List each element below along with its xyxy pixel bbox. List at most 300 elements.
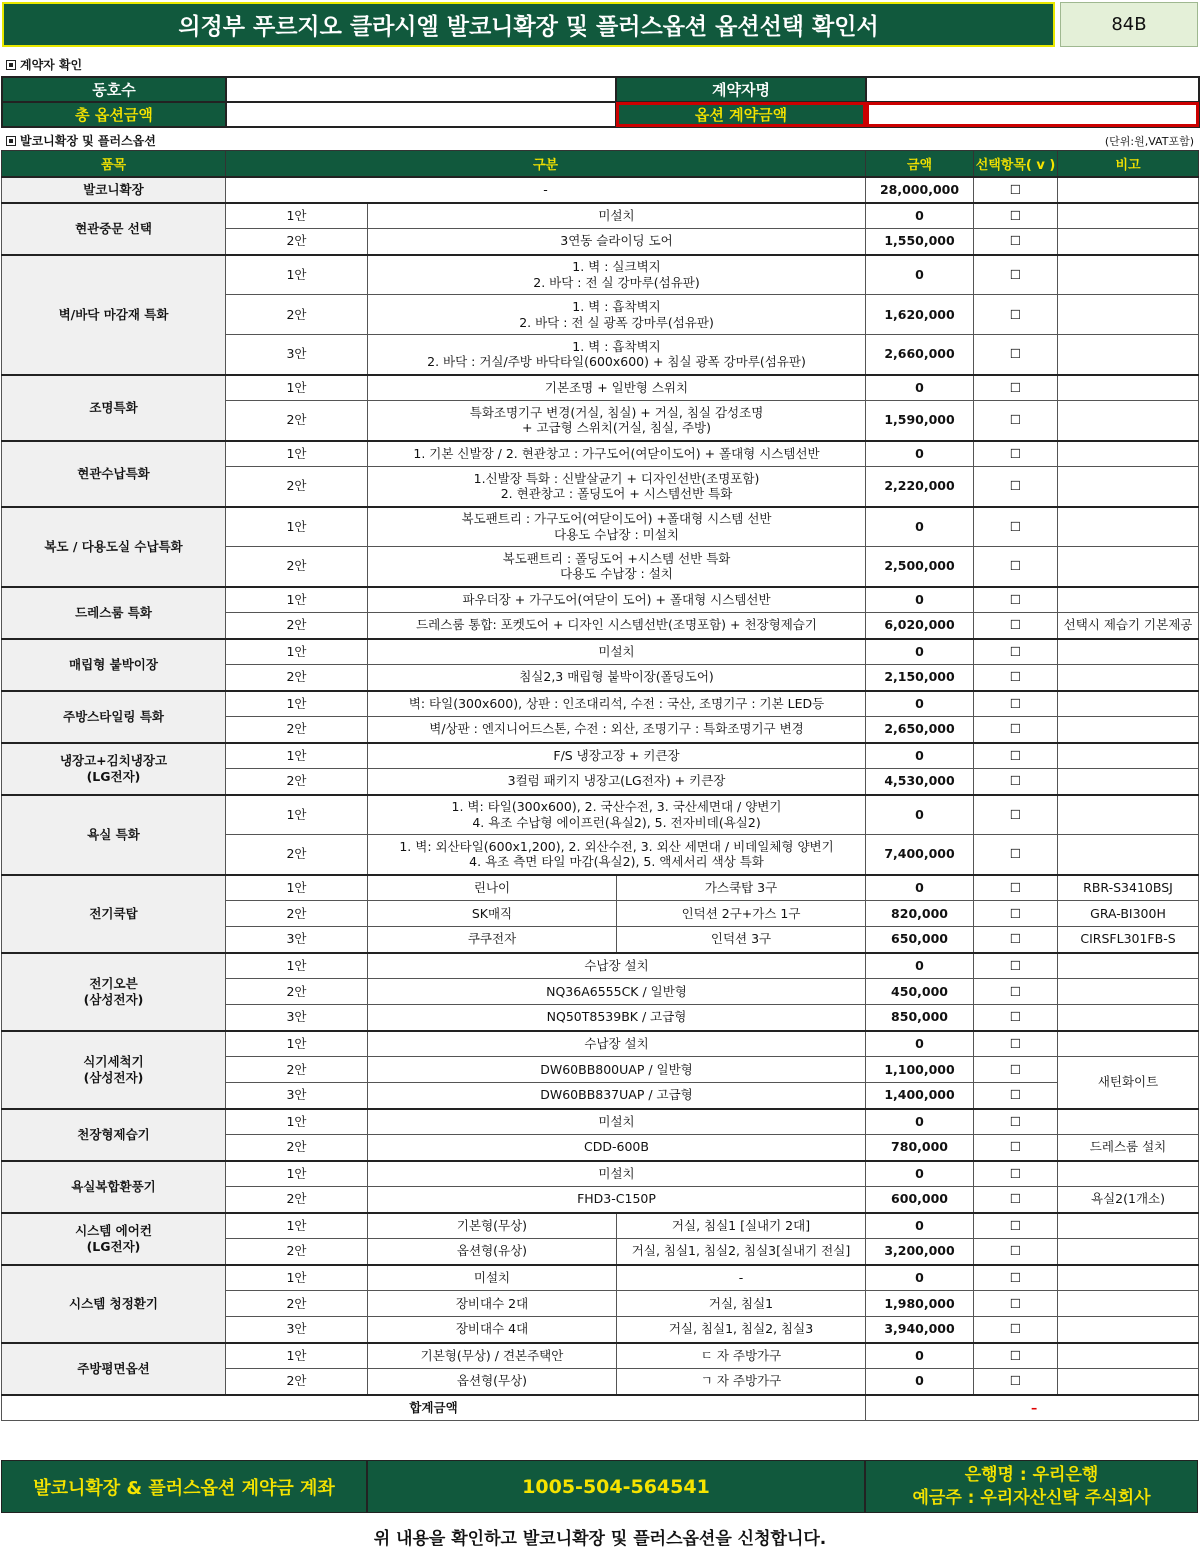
option-description-line: 2. 현관창고 : 폴딩도어 + 시스템선반 특화 [500,486,733,502]
item-name-cell [2,507,226,587]
option-model: 인덕션 3구 [617,927,866,953]
option-note [1058,1369,1199,1395]
item-name-cell [2,953,226,1031]
option-description [368,229,866,255]
option-amount: 4,530,000 [866,769,974,795]
item-name: 주방스타일링 특화 [63,708,164,724]
item-name: 천장형제습기 [77,1126,150,1142]
option-description [368,441,866,467]
option-description-line: NQ50T8539BK / 고급형 [546,1009,687,1025]
select-checkbox[interactable]: ☐ [974,1109,1058,1135]
option-description-line: 1. 벽: 타일(300x600), 2. 국산수전, 3. 국산세면대 / 양변기 [451,799,782,815]
option-description-line: 1. 벽: 외산타일(600x1,200), 2. 외산수전, 3. 외산 세면대 / 비데일체형 양변기 [399,838,834,854]
item-name: 조명특화 [89,399,138,415]
table-row [2,953,1199,979]
select-checkbox[interactable]: ☐ [974,1005,1058,1031]
plan-label: 2안 [226,717,368,743]
option-model: - [617,1265,866,1291]
option-note [1058,691,1199,717]
option-note [1058,507,1199,547]
select-checkbox[interactable]: ☐ [974,979,1058,1005]
option-note: GRA-BI300H [1058,901,1199,927]
item-name-cell [2,1343,226,1395]
option-note [1058,441,1199,467]
option-amount: 28,000,000 [866,177,974,203]
option-amount: 0 [866,639,974,665]
column-header-note: 비고 [1058,151,1199,177]
select-checkbox[interactable]: ☐ [974,875,1058,901]
option-amount: 3,940,000 [866,1317,974,1343]
select-checkbox[interactable]: ☐ [974,953,1058,979]
select-checkbox[interactable]: ☐ [974,1031,1058,1057]
contractor-name-label: 계약자명 [616,77,866,102]
option-description-line: 기본조명 + 일반형 스위치 [544,379,689,395]
option-note [1058,1343,1199,1369]
option-description-line: 드레스룸 통합: 포켓도어 + 디자인 시스템선반(조명포함) + 천장형제습기 [416,617,817,633]
table-row [2,743,1199,769]
plan-label: 2안 [226,613,368,639]
option-note: 선택시 제습기 기본제공 [1058,613,1199,639]
unit-note: (단위:원,VAT포함) [1104,135,1194,148]
select-checkbox[interactable]: ☐ [974,467,1058,507]
option-description-line: FHD3-C150P [577,1191,656,1207]
select-checkbox[interactable]: ☐ [974,1265,1058,1291]
select-checkbox[interactable]: ☐ [974,587,1058,613]
option-amount: 600,000 [866,1187,974,1213]
option-note [1058,229,1199,255]
option-description [368,295,866,335]
option-description-line: 파우더장 + 가구도어(여닫이 도어) + 폴대형 시스템선반 [462,591,771,607]
option-note [1058,587,1199,613]
option-brand: 린나이 [368,875,617,901]
plan-label: 3안 [226,1083,368,1109]
item-maker: (LG전자) [86,1238,141,1254]
option-amount: 0 [866,1343,974,1369]
option-description [368,665,866,691]
option-description [368,1161,866,1187]
plan-label: 1안 [226,255,368,295]
select-checkbox[interactable]: ☐ [974,1161,1058,1187]
plan-label: 2안 [226,835,368,875]
option-amount: 850,000 [866,1005,974,1031]
option-description [368,835,866,875]
option-note [1058,795,1199,835]
option-description: - [226,177,866,203]
option-amount: 1,980,000 [866,1291,974,1317]
option-description [368,639,866,665]
select-checkbox[interactable]: ☐ [974,1343,1058,1369]
option-amount: 0 [866,743,974,769]
option-description-line: 4. 욕조 수납형 에이프런(욕실2), 5. 전자비데(욕실2) [472,814,761,830]
option-amount: 0 [866,953,974,979]
option-description-line: 4. 욕조 측면 타일 마감(욕실2), 5. 액세서리 색상 특화 [469,854,764,870]
plan-label: 2안 [226,769,368,795]
select-checkbox[interactable]: ☐ [974,901,1058,927]
option-model: 거실, 침실1, 침실2, 침실3[실내기 전실] [617,1239,866,1265]
option-description-line: 미설치 [598,207,635,223]
select-checkbox[interactable]: ☐ [974,177,1058,203]
option-brand: 기본형(무상) / 견본주택안 [368,1343,617,1369]
option-note [1058,1239,1199,1265]
option-amount: 0 [866,1265,974,1291]
option-amount: 0 [866,507,974,547]
plan-label: 1안 [226,795,368,835]
table-row [2,1343,1199,1369]
plan-label: 2안 [226,1135,368,1161]
option-description-line: F/S 냉장고장 + 키큰장 [553,747,680,763]
option-description-line: 2. 바닥 : 거실/주방 바닥타일(600x600) + 침실 광폭 강마루(섬유판) [427,354,806,370]
plan-label: 1안 [226,743,368,769]
option-amount: 0 [866,1161,974,1187]
option-description [368,979,866,1005]
item-name: 시스템 에어컨 [75,1222,152,1238]
select-checkbox[interactable]: ☐ [974,613,1058,639]
option-amount: 0 [866,255,974,295]
unit-type-badge: 84B [1060,2,1198,47]
option-description [368,547,866,587]
item-name-cell [2,1109,226,1161]
item-name-cell [2,639,226,691]
option-description-line: 1. 기본 신발장 / 2. 현관창고 : 가구도어(여닫이도어) + 폴대형 시스템선반 [413,445,820,461]
bank-name: 은행명 : 우리은행 [964,1464,1099,1485]
item-name-cell [2,1031,226,1109]
item-name: 현관중문 선택 [75,220,152,236]
select-checkbox[interactable]: ☐ [974,203,1058,229]
option-note [1058,1161,1199,1187]
option-amount: 780,000 [866,1135,974,1161]
square-bullet-icon [6,60,16,70]
option-model: 거실, 침실1 [실내기 2대] [617,1213,866,1239]
select-checkbox[interactable]: ☐ [974,1317,1058,1343]
option-note [1058,665,1199,691]
plan-label: 2안 [226,401,368,441]
plan-label: 1안 [226,953,368,979]
option-description [368,1135,866,1161]
option-description [368,953,866,979]
option-description-line: DW60BB837UAP / 고급형 [540,1087,693,1103]
option-description [368,1083,866,1109]
option-amount: 3,200,000 [866,1239,974,1265]
option-description-line: 특화조명기구 변경(거실, 침실) + 거실, 침실 감성조명 [469,404,764,420]
option-note [1058,743,1199,769]
select-checkbox[interactable]: ☐ [974,1291,1058,1317]
option-amount: 1,400,000 [866,1083,974,1109]
option-description-line: 2. 바닥 : 전 실 광폭 강마루(섬유판) [519,314,714,330]
option-note [1058,547,1199,587]
bank-info [865,1460,1198,1513]
plan-label: 1안 [226,1109,368,1135]
option-description [368,1005,866,1031]
option-amount: 820,000 [866,901,974,927]
option-amount: 1,620,000 [866,295,974,335]
option-note [1058,1005,1199,1031]
option-description-line: 1.신발장 특화 : 신발살균기 + 디자인선반(조명포함) [473,470,760,486]
option-note: 욕실2(1개소) [1058,1187,1199,1213]
option-description-line: 침실2,3 매립형 붙박이장(폴딩도어) [519,669,714,685]
options-section-title: 발코니확장 및 플러스옵션 [20,134,156,148]
option-note [1058,255,1199,295]
item-maker: (삼성전자) [83,991,144,1007]
table-row [2,441,1199,467]
option-description [368,1187,866,1213]
unit-number-field[interactable] [226,77,616,102]
option-model: 가스쿡탑 3구 [617,875,866,901]
option-description-line: 미설치 [598,1165,635,1181]
option-amount: 0 [866,691,974,717]
plan-label: 1안 [226,1343,368,1369]
contract-section-title: 계약자 확인 [20,58,83,72]
option-amount: 7,400,000 [866,835,974,875]
plan-label: 1안 [226,691,368,717]
plan-label: 2안 [226,1291,368,1317]
table-row [2,587,1199,613]
select-checkbox[interactable]: ☐ [974,795,1058,835]
contractor-name-field[interactable] [866,77,1199,102]
table-row [2,1161,1199,1187]
option-description [368,335,866,375]
option-note [1058,203,1199,229]
select-checkbox[interactable]: ☐ [974,547,1058,587]
item-name-cell [2,587,226,639]
item-name-cell [2,255,226,375]
option-description [368,613,866,639]
plan-label: 1안 [226,375,368,401]
option-description [368,401,866,441]
item-name: 시스템 청정환기 [69,1295,158,1311]
plan-label: 2안 [226,1239,368,1265]
item-name: 주방평면옵션 [77,1360,150,1376]
table-row [2,875,1199,901]
option-description [368,467,866,507]
option-note [1058,177,1199,203]
select-checkbox[interactable]: ☐ [974,255,1058,295]
total-amount-value: – [866,1395,1199,1421]
option-amount: 0 [866,1369,974,1395]
table-row [2,255,1199,295]
option-description-line: 1. 벽 : 흡착벽지 [572,298,661,314]
option-description-line: DW60BB800UAP / 일반형 [540,1061,693,1077]
plan-label: 3안 [226,1005,368,1031]
option-description-line: 3컬럼 패키지 냉장고(LG전자) + 키큰장 [507,773,726,789]
select-checkbox[interactable]: ☐ [974,507,1058,547]
select-checkbox[interactable]: ☐ [974,769,1058,795]
option-note [1058,1031,1199,1057]
option-brand: 쿠쿠전자 [368,927,617,953]
option-amount: 1,550,000 [866,229,974,255]
plan-label: 1안 [226,441,368,467]
table-row [2,203,1199,229]
option-model: 인덕션 2구+가스 1구 [617,901,866,927]
item-name: 전기오븐 [89,975,138,991]
option-note [1058,335,1199,375]
option-amount: 1,100,000 [866,1057,974,1083]
item-maker: (LG전자) [86,768,141,784]
select-checkbox[interactable]: ☐ [974,229,1058,255]
select-checkbox[interactable]: ☐ [974,743,1058,769]
option-amount: 2,660,000 [866,335,974,375]
option-description-line: 미설치 [598,1113,635,1129]
select-checkbox[interactable]: ☐ [974,835,1058,875]
select-checkbox[interactable]: ☐ [974,1187,1058,1213]
option-brand: 장비대수 2대 [368,1291,617,1317]
option-model: 거실, 침실1, 침실2, 침실3 [617,1317,866,1343]
select-checkbox[interactable]: ☐ [974,441,1058,467]
option-description-line: 복도팬트리 : 가구도어(여닫이도어) +폴대형 시스템 선반 [461,511,772,527]
item-name-cell [2,691,226,743]
table-row [2,795,1199,835]
options-table [1,150,1199,1421]
item-name-cell [2,743,226,795]
select-checkbox[interactable]: ☐ [974,1213,1058,1239]
option-description [368,1031,866,1057]
item-name-cell [2,177,226,203]
plan-label: 1안 [226,507,368,547]
plan-label: 1안 [226,1265,368,1291]
contract-table [1,76,1200,128]
option-brand: SK매직 [368,901,617,927]
option-note [1058,639,1199,665]
select-checkbox[interactable]: ☐ [974,1135,1058,1161]
option-note [1058,953,1199,979]
option-note [1058,979,1199,1005]
option-contract-amount-field[interactable] [866,102,1199,127]
option-note: 드레스룸 설치 [1058,1135,1199,1161]
option-brand: 미설치 [368,1265,617,1291]
table-row [2,375,1199,401]
item-name-cell [2,875,226,953]
option-amount: 0 [866,1031,974,1057]
select-checkbox[interactable]: ☐ [974,1369,1058,1395]
option-model: 거실, 침실1 [617,1291,866,1317]
option-model: ㄷ 자 주방가구 [617,1343,866,1369]
option-note [1058,295,1199,335]
plan-label: 1안 [226,587,368,613]
option-amount: 6,020,000 [866,613,974,639]
option-note [1058,1265,1199,1291]
plan-label: 2안 [226,901,368,927]
option-brand: 장비대수 4대 [368,1317,617,1343]
option-brand: 옵션형(무상) [368,1369,617,1395]
option-note [1058,717,1199,743]
total-option-amount-field[interactable] [226,102,616,127]
select-checkbox[interactable]: ☐ [974,295,1058,335]
option-description-line: 3연동 슬라이딩 도어 [560,233,673,249]
column-header-select: 선택항목( v ) [974,151,1058,177]
option-description-line: 벽/상판 : 엔지니어드스톤, 수전 : 외산, 조명기구 : 특화조명기구 변경 [429,721,804,737]
plan-label: 2안 [226,467,368,507]
table-row [2,177,1199,203]
select-checkbox[interactable]: ☐ [974,335,1058,375]
select-checkbox[interactable]: ☐ [974,691,1058,717]
item-name-cell [2,1265,226,1343]
option-note: RBR-S3410BSJ [1058,875,1199,901]
option-amount: 2,220,000 [866,467,974,507]
bank-account-label: 발코니확장 & 플러스옵션 계약금 계좌 [1,1460,367,1513]
account-holder: 예금주 : 우리자산신탁 주식회사 [912,1487,1151,1508]
option-description-line: 2. 바닥 : 전 실 강마루(섬유판) [533,274,700,290]
option-description-line: NQ36A6555CK / 일반형 [546,983,687,999]
plan-label: 1안 [226,1161,368,1187]
option-amount: 0 [866,203,974,229]
option-amount: 0 [866,375,974,401]
plan-label: 2안 [226,229,368,255]
option-brand: 옵션형(유상) [368,1239,617,1265]
option-note [1058,769,1199,795]
option-description [368,1109,866,1135]
item-name-cell [2,1161,226,1213]
option-description-line: 1. 벽 : 흡착벽지 [572,338,661,354]
select-checkbox[interactable]: ☐ [974,717,1058,743]
item-name-cell [2,203,226,255]
plan-label: 2안 [226,1057,368,1083]
table-row [2,1213,1199,1239]
item-name-cell [2,1213,226,1265]
plan-label: 2안 [226,665,368,691]
contract-section-label [6,56,82,73]
select-checkbox[interactable]: ☐ [974,1057,1058,1083]
select-checkbox[interactable]: ☐ [974,401,1058,441]
option-description [368,769,866,795]
option-description-line: + 고급형 스위치(거실, 침실, 주방) [522,420,711,436]
select-checkbox[interactable]: ☐ [974,375,1058,401]
option-note [1058,375,1199,401]
item-name-cell [2,375,226,441]
item-name: 드레스룸 특화 [75,604,152,620]
option-model: ㄱ 자 주방가구 [617,1369,866,1395]
table-row [2,1031,1199,1057]
option-description [368,795,866,835]
column-header-amount: 금액 [866,151,974,177]
option-amount: 0 [866,1109,974,1135]
option-description-line: 1. 벽 : 실크벽지 [572,259,661,275]
option-note [1058,467,1199,507]
select-checkbox[interactable]: ☐ [974,665,1058,691]
table-row [2,1109,1199,1135]
item-name: 벽/바닥 마감재 특화 [58,306,169,322]
table-row [2,1265,1199,1291]
select-checkbox[interactable]: ☐ [974,927,1058,953]
table-row [2,639,1199,665]
column-header-category: 구분 [226,151,866,177]
option-amount: 450,000 [866,979,974,1005]
option-contract-amount-label: 옵션 계약금액 [616,102,866,127]
plan-label: 2안 [226,1369,368,1395]
bank-account-number: 1005-504-564541 [367,1460,865,1513]
bank-account-bar [1,1460,1198,1513]
select-checkbox[interactable]: ☐ [974,1083,1058,1109]
option-amount: 0 [866,1213,974,1239]
option-description [368,717,866,743]
plan-label: 1안 [226,639,368,665]
option-note [1058,1291,1199,1317]
option-note: 새틴화이트 [1058,1057,1199,1109]
option-description [368,1057,866,1083]
option-amount: 1,590,000 [866,401,974,441]
option-description [368,203,866,229]
plan-label: 3안 [226,335,368,375]
item-name: 전기쿡탑 [89,905,138,921]
table-row [2,507,1199,547]
option-description-line: 벽: 타일(300x600), 상판 : 인조대리석, 수전 : 국산, 조명기구 : 기본 LED등 [408,695,825,711]
select-checkbox[interactable]: ☐ [974,1239,1058,1265]
option-note [1058,835,1199,875]
total-amount-label: 합계금액 [2,1395,866,1421]
option-note [1058,1109,1199,1135]
option-description [368,375,866,401]
option-note [1058,401,1199,441]
item-name: 욕실복합환풍기 [71,1178,156,1194]
select-checkbox[interactable]: ☐ [974,639,1058,665]
